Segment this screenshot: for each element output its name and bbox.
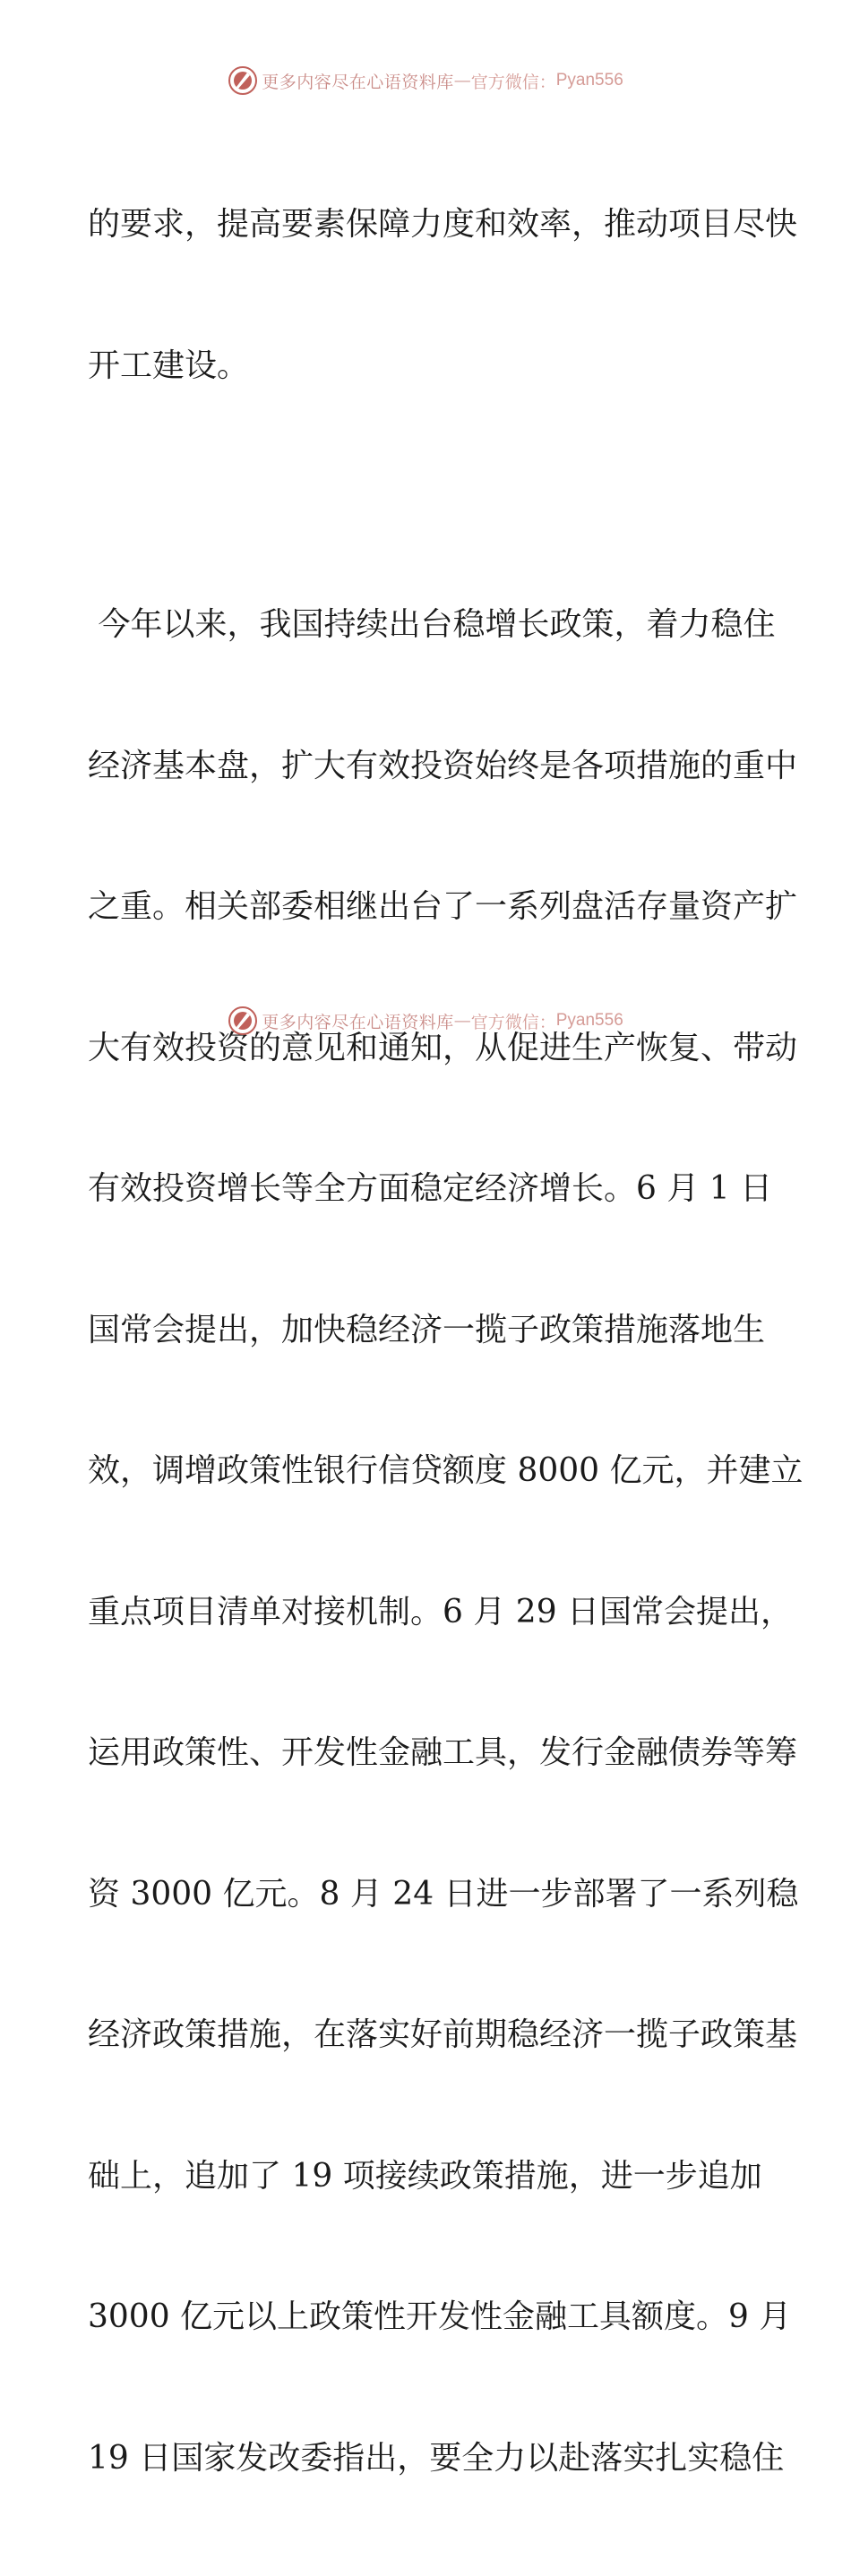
paragraph-2 xyxy=(88,508,804,2576)
header-banner xyxy=(0,63,851,98)
header-site-text: 更多内容尽在心语资料库 xyxy=(262,72,454,92)
text-line: 之重。相关部委相继出台了一系列盘活存量资产扩 xyxy=(88,888,798,925)
text-line: 国常会提出，加快稳经济一揽子政策措施落地生 xyxy=(88,1311,766,1348)
text-line: 开工建设。 xyxy=(88,347,250,384)
text-line: 运用政策性、开发性金融工具，发行金融债券等筹 xyxy=(88,1734,798,1771)
document-body xyxy=(88,107,804,2576)
text-line: 础上，追加了 19 项接续政策措施，进一步追加 xyxy=(88,2157,762,2195)
footer-separator: — xyxy=(453,1011,471,1031)
text-line: 3000 亿元以上政策性开发性金融工具额度。9 月 xyxy=(88,2298,792,2335)
text-line: 效，调增政策性银行信贷额度 8000 亿元，并建立 xyxy=(88,1452,804,1489)
footer-site-text: 更多内容尽在心语资料库 xyxy=(262,1012,454,1032)
paragraph-1 xyxy=(88,107,798,484)
footer-wechat-id: Pyan556 xyxy=(555,1011,623,1030)
text-line: 重点项目清单对接机制。6 月 29 日国常会提出， xyxy=(88,1593,794,1630)
header-separator: — xyxy=(453,71,471,90)
text-line: 经济政策措施，在落实好前期稳经济一揽子政策基 xyxy=(88,2016,798,2053)
header-wechat-id: Pyan556 xyxy=(555,71,623,90)
text-line: 的要求，提高要素保障力度和效率，推动项目尽快 xyxy=(88,206,798,243)
pen-logo-icon xyxy=(228,65,258,96)
text-line: 大有效投资的意见和通知，从促进生产恢复、带动 xyxy=(88,1029,798,1066)
footer-banner xyxy=(0,1003,851,1039)
header-wechat-label: 官方微信： xyxy=(470,72,556,92)
text-line: 19 日国家发改委指出，要全力以赴落实扎实稳住 xyxy=(88,2439,785,2477)
text-line: 资 3000 亿元。8 月 24 日进一步部署了一系列稳 xyxy=(88,1875,799,1913)
text-line: 有效投资增长等全方面稳定经济增长。6 月 1 日 xyxy=(88,1170,773,1207)
text-line: 经济基本盘，扩大有效投资始终是各项措施的重中 xyxy=(88,747,798,784)
footer-wechat-label: 官方微信： xyxy=(470,1012,556,1032)
text-line: 今年以来，我国持续出台稳增长政策，着力稳住 xyxy=(88,606,776,643)
pen-logo-icon xyxy=(228,1006,258,1036)
